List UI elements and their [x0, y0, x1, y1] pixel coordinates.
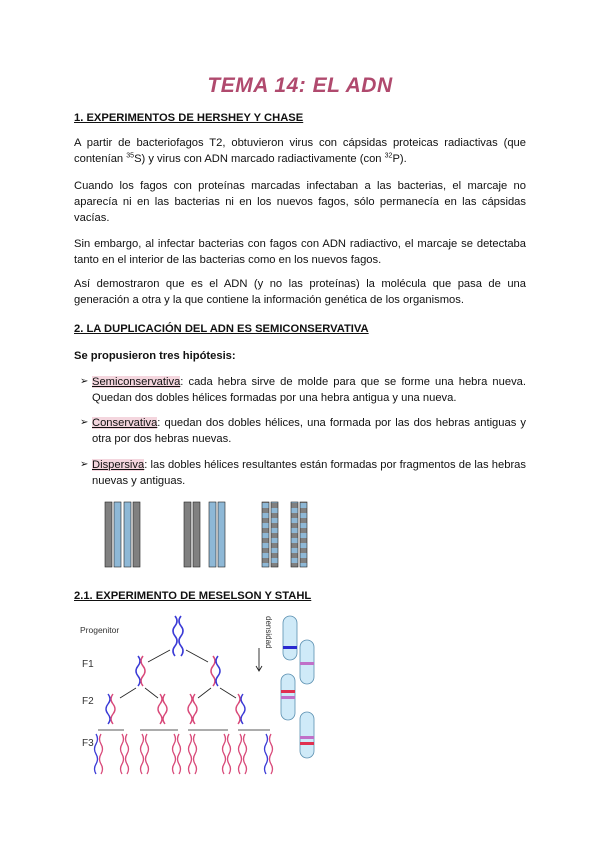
bullet-arrow-icon: ➢: [80, 459, 89, 470]
term-semiconservativa: Semiconservativa: [92, 376, 181, 388]
conservative-pair: [184, 502, 225, 567]
section-2-heading: 2. LA DUPLICACIÓN DEL ADN ES SEMICONSERVATIVA: [74, 323, 369, 335]
arrow: [145, 688, 158, 698]
helix-f2: [106, 694, 115, 724]
tube-f1: [300, 640, 314, 684]
p1-text-a: A partir de bacteriofagos T2, obtuvieron virus con cápsidas proteicas radiactivas (que contenían: [74, 137, 526, 165]
p1-sup-32: 32: [384, 152, 393, 160]
strand-mixed: [262, 502, 269, 567]
arrow: [186, 650, 208, 662]
section-1-paragraph-1: [74, 135, 526, 167]
arrow: [120, 688, 136, 698]
strand-old: [133, 502, 140, 567]
meselson-stahl-figure: [78, 612, 338, 782]
dispersive-text: : las dobles hélices resultantes están formadas por fragmentos de las hebras nuevas y antiguas.: [92, 459, 526, 487]
section-2-1-heading: 2.1. EXPERIMENTO DE MESELSON Y STAHL: [74, 590, 312, 602]
strand-mixed: [300, 502, 307, 567]
tube-f2: [281, 674, 295, 720]
p1-text-c: P).: [392, 153, 407, 165]
p1-sup-35: 35: [126, 152, 135, 160]
strand-new: [124, 502, 131, 567]
term-dispersiva: Dispersiva: [92, 459, 145, 471]
helix-f2: [236, 694, 245, 724]
strand-old: [193, 502, 200, 567]
label-f1: F1: [82, 659, 94, 670]
dispersive-pair: [262, 502, 307, 567]
bullet-arrow-icon: ➢: [80, 417, 89, 428]
hypothesis-dispersive: [80, 457, 526, 489]
arrow: [198, 688, 211, 698]
semiconservative-pair: [105, 502, 140, 567]
helix-f1: [211, 656, 220, 686]
section-1-paragraph-2: Cuando los fagos con proteínas marcadas infectaban a las bacterias, el marcaje no aparecía ni en las bacterias ni en los nuevos fagos, sólo permanecía en las cápsidas vacías.: [74, 180, 526, 224]
label-progenitor: Progenitor: [80, 625, 120, 635]
density-arrow: [256, 648, 262, 671]
bullet-arrow-icon: ➢: [80, 376, 89, 387]
section-2-intro: Se propusieron tres hipótesis:: [74, 350, 236, 362]
page-title: TEMA 14: EL ADN: [207, 74, 393, 97]
label-f2: F2: [82, 696, 94, 707]
label-f3: F3: [82, 738, 94, 749]
section-1-paragraph-3: Sin embargo, al infectar bacterias con fagos con ADN radiactivo, el marcaje se detectaba tanto en el interior de las bacterias como en los nuevos fagos.: [74, 238, 526, 266]
strand-old: [105, 502, 112, 567]
helix-f1: [136, 656, 145, 686]
hypotheses-strand-figure: [100, 498, 330, 570]
helix-progenitor: [173, 616, 183, 656]
strand-mixed: [291, 502, 298, 567]
strand-new: [218, 502, 225, 567]
conservative-text: : quedan dos dobles hélices, una formada por las dos hebras antiguas y otra por dos hebras nuevas.: [92, 417, 526, 445]
arrow: [148, 650, 170, 662]
p1-text-b: S) y virus con ADN marcado radiactivamente (con: [134, 153, 385, 165]
strand-old: [184, 502, 191, 567]
hypothesis-conservative: [80, 415, 526, 447]
tube-f3: [300, 712, 314, 758]
helix-f2: [158, 694, 167, 724]
tube-progenitor: [283, 616, 297, 660]
helix-f3-row: [95, 734, 273, 774]
strand-new: [209, 502, 216, 567]
strand-mixed: [271, 502, 278, 567]
helix-f2: [188, 694, 197, 724]
label-density: densidad: [264, 616, 273, 649]
semiconservative-text: : cada hebra sirve de molde para que se forme una hebra nueva. Quedan dos dobles hélices formadas por una hebra antigua y una nueva.: [92, 376, 526, 404]
section-1-paragraph-4: Así demostraron que es el ADN (y no las proteínas) la molécula que pasa de una generación a otra y la que contiene la información genética de los organismos.: [74, 278, 526, 306]
section-1-heading: 1. EXPERIMENTOS DE HERSHEY Y CHASE: [74, 112, 304, 124]
hypothesis-semiconservative: [80, 374, 526, 406]
arrow: [220, 688, 236, 698]
term-conservativa: Conservativa: [92, 417, 158, 429]
strand-new: [114, 502, 121, 567]
